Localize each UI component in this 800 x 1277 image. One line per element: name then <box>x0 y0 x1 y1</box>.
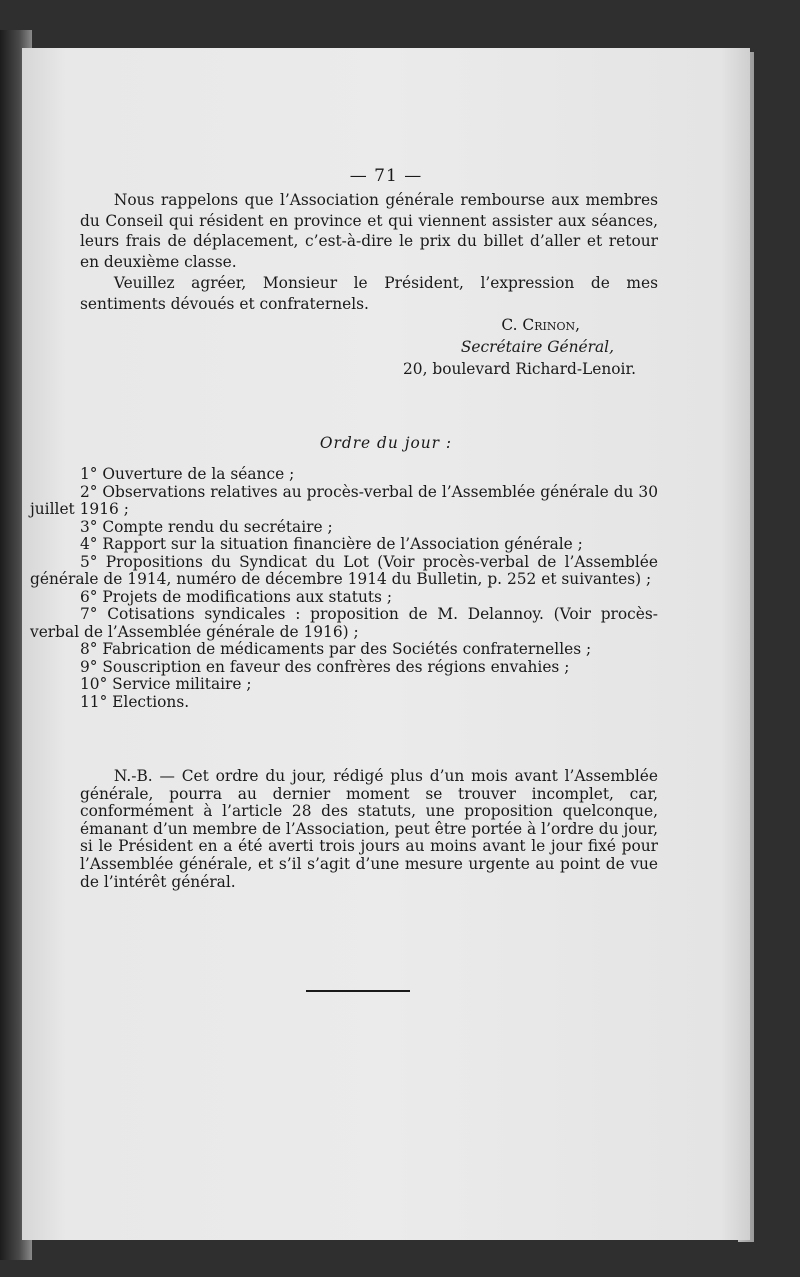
agenda-item: 3° Compte rendu du secrétaire ; <box>80 517 333 536</box>
agenda-item: 4° Rapport sur la situation financière de l’Association générale ; <box>80 535 583 553</box>
signature-title: Secrétaire Général, <box>460 338 614 356</box>
agenda-item: 8° Fabrication de médicaments par des Sociétés confraternelles ; <box>80 640 592 658</box>
agenda-item: 2° Observations relatives au procès-verbal de l’Assemblée générale du 30 juillet 1916 ; <box>30 482 658 518</box>
letter-paragraph-1-text: Nous rappelons que l’Association générale rembourse aux membres du Conseil qui résident en province et qui viennent assister aux séances, leurs frais de déplacement, c’est-à-dire le prix du billet d’aller et retour en deuxième classe. <box>80 191 658 272</box>
letter-paragraph-2-text: Veuillez agréer, Monsieur le Président, l’expression de mes sentiments dévoués et confraternels. <box>80 274 658 313</box>
letter-paragraph-2 <box>80 273 658 314</box>
closing-rule <box>306 990 410 992</box>
agenda-list <box>30 466 658 711</box>
agenda-item: 7° Cotisations syndicales : proposition de M. Delannoy. (Voir procès-verbal de l’Assemblée générale de 1916) ; <box>30 605 658 641</box>
agenda-item: 11° Elections. <box>80 692 190 711</box>
letter-paragraph-1 <box>80 190 658 273</box>
agenda-item: 6° Projets de modifications aux statuts ; <box>80 587 393 606</box>
nb-note: N.-B. — Cet ordre du jour, rédigé plus d’un mois avant l’Assemblée générale, pourra au dernier moment se trouver incomplet, car, conformément à l’article 28 des statuts, une proposition quelconque, émanant d’un membre de l’Association, peut être portée à l’ordre du jour, si le Président en a été averti trois jours au moins avant le jour fixé pour l’Assemblée générale, et s’il s’agit d’une mesure urgente au point de vue de l’intérêt général. <box>80 767 658 891</box>
signature-name: C. Crinon, <box>501 316 580 334</box>
document-page <box>22 48 750 1240</box>
agenda-item: 1° Ouverture de la séance ; <box>80 465 295 483</box>
agenda-item: 9° Souscription en faveur des confrères des régions envahies ; <box>80 657 570 676</box>
agenda-item: 5° Propositions du Syndicat du Lot (Voir procès-verbal de l’Assemblée générale de 1914, numéro de décembre 1914 du Bulletin, p. 252 et suivantes) ; <box>30 552 658 588</box>
signature-address: 20, boulevard Richard-Lenoir. <box>402 360 636 378</box>
agenda-title: Ordre du jour : <box>319 434 453 452</box>
agenda-item: 10° Service militaire ; <box>80 675 252 693</box>
page-number: — 71 — <box>349 166 423 186</box>
